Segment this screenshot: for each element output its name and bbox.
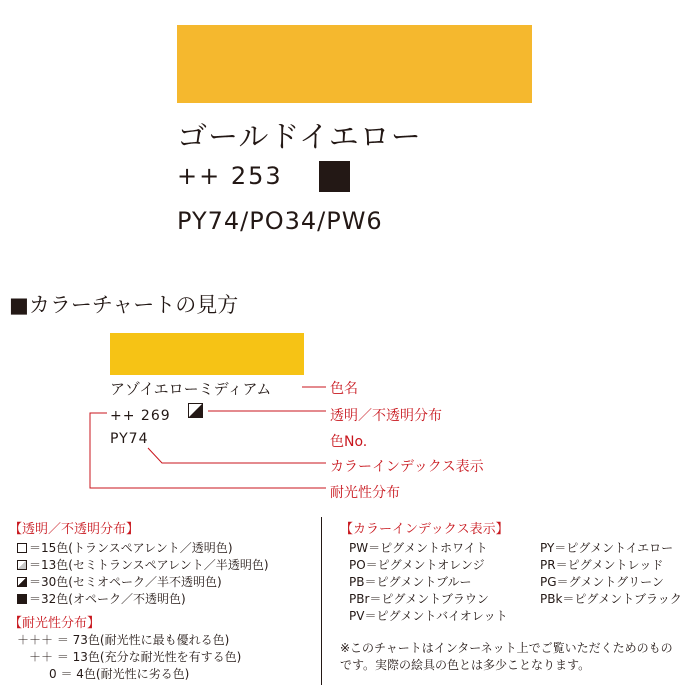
leader-line-index <box>148 448 326 463</box>
semi-opaque-square-icon <box>17 577 27 587</box>
color-index-item: PG＝グメントグリーン <box>540 575 664 589</box>
guide-color-number: ++ 269 <box>110 408 171 424</box>
color-index-item: PB＝ピグメントブルー <box>349 575 472 589</box>
guide-color-name: アゾイエローミディアム <box>110 380 272 398</box>
color-index-item: PBr＝ピグメントブラウン <box>349 592 489 606</box>
pigment-codes: PY74/PO34/PW6 <box>177 207 383 235</box>
color-index-item: PR＝ピグメントレッド <box>540 558 664 572</box>
semi-transparent-square-icon <box>17 560 27 570</box>
legend-divider <box>321 517 322 685</box>
opacity-legend-row: ＝30色(セミオペーク／半不透明色) <box>17 573 222 590</box>
color-index-item: PO＝ピグメントオレンジ <box>349 558 485 572</box>
disclaimer-note: です。実際の絵具の色とは多少ことなります。 <box>340 658 591 672</box>
opacity-legend-row: ＝32色(オペーク／不透明色) <box>17 590 186 607</box>
lightfastness-legend-row: ＋＋＋ ＝ 73色(耐光性に最も優れる色) <box>17 633 230 647</box>
color-index-item: PW＝ピグメントホワイト <box>349 541 488 555</box>
transparent-square-icon <box>17 543 27 553</box>
lightfastness-legend-row: 0 ＝ 4色(耐光性に劣る色) <box>49 667 190 681</box>
color-index-item: PBk＝ピグメントブラック <box>540 592 682 606</box>
color-index-legend-title: 【カラーインデックス表示】 <box>340 522 509 537</box>
color-number: ++ 253 <box>177 162 283 190</box>
color-index-item: PY＝ピグメントイエロー <box>540 541 674 555</box>
lightfastness-legend-row: ＋＋ ＝ 13色(充分な耐光性を有する色) <box>29 650 242 664</box>
opacity-legend-row: ＝15色(トランスペアレント／透明色) <box>17 539 233 556</box>
annotation-opacity: 透明／不透明分布 <box>330 408 442 424</box>
lightfastness-legend-title: 【耐光性分布】 <box>9 616 101 631</box>
color-index-item: PV＝ピグメントバイオレット <box>349 609 508 623</box>
opacity-legend-title: 【透明／不透明分布】 <box>9 522 140 537</box>
opacity-legend-row: ＝13色(セミトランスペアレント／半透明色) <box>17 556 269 573</box>
guide-pigment-code: PY74 <box>110 431 149 447</box>
annotation-color-index: カラーインデックス表示 <box>330 459 484 475</box>
leader-line-lightfastness <box>90 413 326 488</box>
color-name: ゴールドイエロー <box>177 120 422 155</box>
annotation-lightfastness: 耐光性分布 <box>330 485 400 501</box>
annotation-color-name: 色名 <box>330 381 358 397</box>
chart-guide-title: ■カラーチャートの見方 <box>9 293 239 317</box>
annotation-color-number: 色No. <box>330 434 368 450</box>
opaque-square-icon <box>17 594 27 604</box>
disclaimer-note: ※このチャートはインターネット上でご覧いただくためのもの <box>340 641 673 655</box>
